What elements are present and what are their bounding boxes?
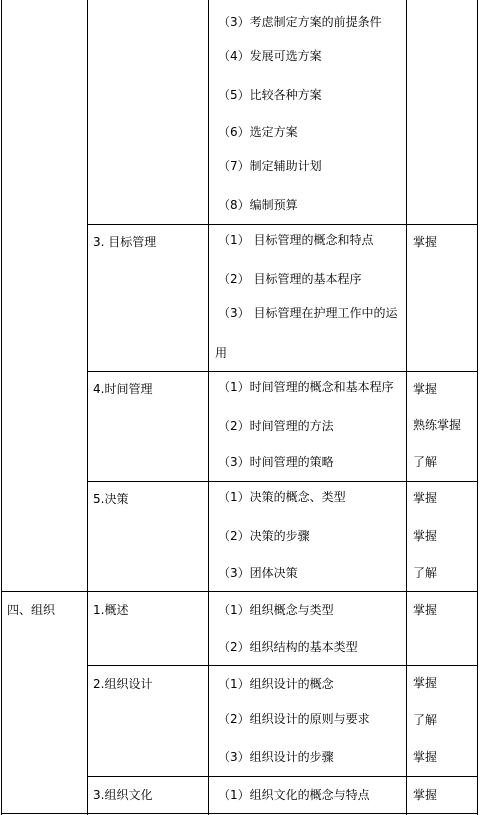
table-cell-item: （1）组织文化的概念与特点 — [218, 788, 370, 802]
table-cell-item: （7）制定辅助计划 — [218, 159, 322, 173]
row-divider — [87, 665, 478, 666]
table-cell-item: （2） 目标管理的基本程序 — [218, 272, 362, 286]
table-cell-item: （2）组织设计的原则与要求 — [218, 712, 370, 726]
table-cell-level: 了解 — [413, 455, 438, 469]
table-cell-level: 掌握 — [413, 750, 438, 764]
row-divider — [1, 591, 478, 592]
table-cell-item: （1）决策的概念、类型 — [218, 490, 346, 504]
table-cell-level: 掌握 — [413, 235, 438, 249]
table-cell-item: （1）组织设计的概念 — [218, 677, 334, 691]
table-cell-item: （3）考虑制定方案的前提条件 — [218, 15, 382, 29]
table-cell-item: （1） 目标管理的概念和特点 — [218, 233, 374, 247]
table-cell-item: （3） 目标管理在护理工作中的运 — [218, 306, 398, 320]
table-cell-item: （3）时间管理的策略 — [218, 455, 334, 469]
table-cell-topic: 3. 目标管理 — [93, 235, 157, 249]
table-cell-level: 掌握 — [413, 788, 438, 802]
table-border-bottom — [1, 813, 478, 814]
table-cell-chapter: 四、组织 — [7, 603, 56, 617]
table-cell-item: （4）发展可选方案 — [218, 49, 322, 63]
table-cell-topic: 1.概述 — [93, 603, 129, 617]
table-cell-item: （3）团体决策 — [218, 566, 298, 580]
table-cell-topic: 4.时间管理 — [93, 382, 153, 396]
table-cell-level: 掌握 — [413, 603, 438, 617]
table-cell-item: 用 — [215, 346, 228, 360]
table-cell-level: 熟练掌握 — [413, 418, 462, 432]
table-cell-level: 掌握 — [413, 529, 438, 543]
table-cell-level: 了解 — [413, 566, 438, 580]
table-cell-item: （1）时间管理的概念和基本程序 — [218, 380, 394, 394]
table-cell-item: （5）比较各种方案 — [218, 88, 322, 102]
table-cell-level: 了解 — [413, 713, 438, 727]
table-cell-level: 掌握 — [413, 382, 438, 396]
table-border-right — [477, 0, 478, 815]
table-cell-item: （3）组织设计的步骤 — [218, 750, 334, 764]
column-divider — [406, 0, 407, 815]
table-cell-topic: 5.决策 — [93, 492, 129, 506]
table-cell-item: （1）组织概念与类型 — [218, 603, 334, 617]
row-divider — [87, 224, 478, 225]
row-divider — [87, 481, 478, 482]
column-divider — [208, 0, 209, 815]
table-cell-item: （2）决策的步骤 — [218, 529, 310, 543]
table-border-left — [1, 0, 2, 815]
column-divider — [87, 0, 88, 815]
table-cell-topic: 3.组织文化 — [93, 788, 153, 802]
table-cell-item: （6）选定方案 — [218, 125, 298, 139]
row-divider — [87, 776, 478, 777]
table-cell-item: （2）组织结构的基本类型 — [218, 640, 358, 654]
table-cell-level: 掌握 — [413, 676, 438, 690]
table-cell-level: 掌握 — [413, 491, 438, 505]
table-cell-item: （8）编制预算 — [218, 198, 298, 212]
row-divider — [87, 371, 478, 372]
table-cell-item: （2）时间管理的方法 — [218, 419, 334, 433]
table-cell-topic: 2.组织设计 — [93, 677, 153, 691]
